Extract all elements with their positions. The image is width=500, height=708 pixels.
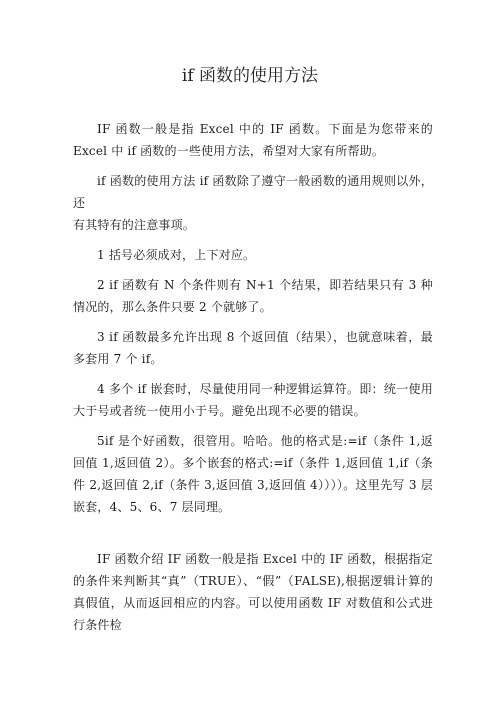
paragraph-rule-3: 3 if 函数最多允许出现 8 个返回值（结果），也就意味着，最多套用 7 个 if。 <box>73 330 433 366</box>
paragraph-rule-1: 1 括号必须成对，上下对应。 <box>97 248 256 262</box>
paragraph-rule-4: 4 多个 if 嵌套时，尽量使用同一种逻辑运算符。即：统一使用大于号或者统一使用小于号。避免出现不必要的错误。 <box>73 382 433 418</box>
paragraph-intro: IF 函数一般是指 Excel 中的 IF 函数。下面是为您带来的 Excel 中 if 函数的一些使用方法，希望对大家有所帮助。 <box>73 122 433 158</box>
document-body <box>73 118 433 644</box>
paragraph-rule-5: 5if 是个好函数，很管用。哈哈。他的格式是:=if（条件 1,返回值 1,返回值 2）。多个嵌套的格式:=if（条件 1,返回值 1,if（条件 2,返回值 2,if（条件 3,返回值 3,返回值 4））））。这里先写 3 层嵌套，4、5、6、7 层同理。 <box>73 434 433 514</box>
paragraph-usage <box>73 170 433 236</box>
paragraph-usage-line-2: 有其特有的注意事项。 <box>73 218 196 232</box>
document-title: if 函数的使用方法 <box>181 66 319 86</box>
paragraph-usage-line-1: if 函数的使用方法 if 函数除了遵守一般函数的通用规则以外，还 <box>73 174 433 210</box>
paragraph-rule-2: 2 if 函数有 N 个条件则有 N+1 个结果，即若结果只有 3 种情况的，那么条件只要 2 个就够了。 <box>73 278 433 314</box>
paragraph-if-intro: IF 函数介绍 IF 函数一般是指 Excel 中的 IF 函数，根据指定的条件来判断其“真”（TRUE）、“假”（FALSE),根据逻辑计算的真假值，从而返回相应的内容。可以使用函数 IF 对数值和公式进行条件检 <box>73 552 433 632</box>
